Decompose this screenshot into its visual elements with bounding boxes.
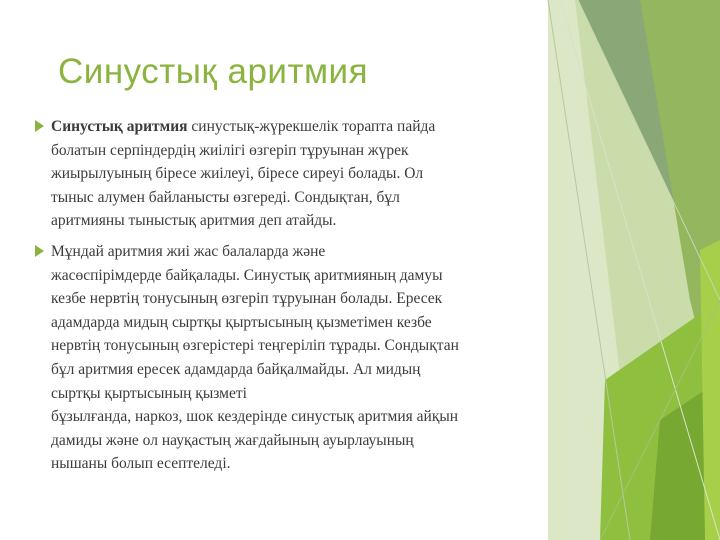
bullet-line: болатын серпіндердің жиілігі өзгеріп тұруынан жүрек — [51, 141, 409, 159]
bullet-item-2 — [35, 240, 565, 476]
bullet-line: кезбе нервтің тонусының өзгеріп тұруынан болады. Ересек — [51, 290, 443, 308]
bullet-line: жасөспірімдерде байқалады. Синустық аритмияның дамуы — [51, 266, 443, 284]
bullet-item-1 — [35, 115, 565, 233]
bullet-line: нервтің тонусының өзгерістері теңгеріліп тұрады. Сондықтан — [51, 337, 459, 355]
bullet-text-2 — [51, 240, 565, 476]
bullet-line: тыныс алумен байланысты өзгереді. Сондықтан, бұл — [51, 188, 400, 206]
bullet-text-1 — [51, 115, 565, 233]
bullet-arrow-icon — [35, 120, 44, 132]
bullet-line: Мұндай аритмия жиі жас балаларда және — [51, 243, 326, 260]
bullet-line: аритмияны тыныстық аритмия деп атайды. — [51, 212, 337, 230]
bullet-line: дамиды және ол науқастың жағдайының ауырлауының — [51, 431, 414, 449]
bullet-line-text: синустық-жүрекшелік торапта пайда — [191, 118, 436, 135]
bullet-lead-term: Синустық аритмия — [51, 118, 188, 135]
bullet-line: адамдарда мидың сыртқы қыртысының қызметімен кезбе — [51, 313, 432, 331]
bullet-line: бұл аритмия ересек адамдарда байқалмайды. Ал мидың — [51, 360, 421, 378]
bullet-line: нышаны болып есептеледі. — [51, 455, 231, 473]
bullet-line: сыртқы қыртысының қызметі — [51, 384, 247, 402]
bullet-line: бұзылғанда, наркоз, шок кездерінде синустық аритмия айқын — [51, 408, 459, 426]
bullet-line — [51, 115, 565, 139]
bullet-line: жиырылуының біресе жиілеуі, біресе сиреуі болады. Ол — [51, 165, 424, 183]
slide-title: Синустық аритмия — [58, 52, 369, 91]
bullet-arrow-icon — [35, 245, 44, 257]
